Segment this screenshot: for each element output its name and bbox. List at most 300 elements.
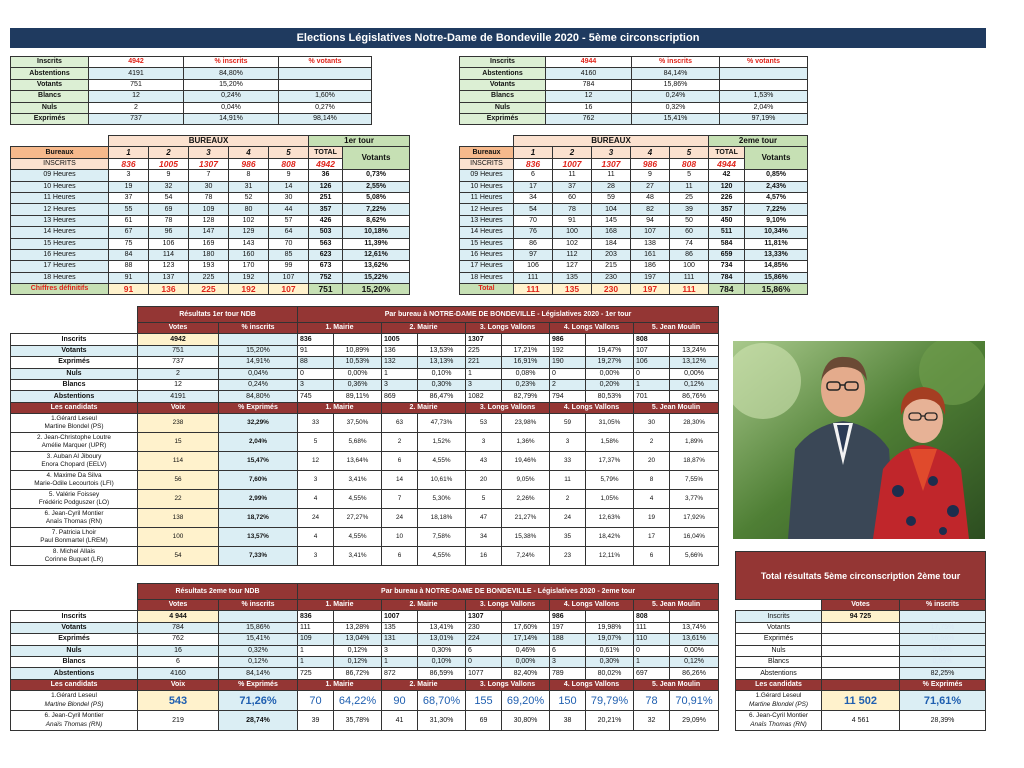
- tour-title: 1er tour: [309, 136, 410, 147]
- table-cell: 4: [229, 147, 269, 158]
- summary-row: [460, 68, 808, 79]
- table-cell: 102: [553, 238, 592, 249]
- table-cell: 357: [309, 204, 343, 215]
- hour-row: [460, 215, 808, 226]
- table-cell: 14,85%: [745, 261, 808, 272]
- circo-title: Total résultats 5ème circonscription 2ème tour: [736, 552, 986, 600]
- stat-row: [11, 634, 719, 645]
- table-cell: 114: [138, 452, 219, 471]
- table-cell: 0,04%: [184, 102, 279, 113]
- table-cell: 84,80%: [219, 391, 298, 402]
- table-cell: 15: [138, 433, 219, 452]
- table-cell: 2: [550, 379, 586, 390]
- table-cell: 734: [709, 261, 745, 272]
- table-cell: Les candidats: [736, 679, 822, 690]
- table-cell: 23,98%: [502, 414, 550, 433]
- table-cell: 4942: [309, 158, 343, 169]
- table-cell: 10 Heures: [460, 181, 514, 192]
- table-cell: 752: [309, 272, 343, 283]
- table-cell: 230: [592, 284, 631, 295]
- table-cell: 2: [382, 433, 418, 452]
- table-cell: 7: [189, 170, 229, 181]
- table-cell: 39: [298, 711, 334, 731]
- table-cell: 98,14%: [279, 113, 372, 124]
- table-cell: 16 Heures: [11, 249, 109, 260]
- table-cell: 18 Heures: [460, 272, 514, 283]
- table-cell: Nuls: [11, 645, 138, 656]
- table-cell: Inscrits: [11, 611, 138, 622]
- table-cell: Abstentions: [11, 391, 138, 402]
- table-cell: 9,10%: [745, 215, 808, 226]
- table-cell: 1: [634, 379, 670, 390]
- table-cell: 17,60%: [502, 622, 550, 633]
- table-cell: 112: [553, 249, 592, 260]
- table-cell: [11, 307, 138, 323]
- candidate-row: [11, 509, 719, 528]
- table-cell: 60: [670, 227, 709, 238]
- table-cell: 0,10%: [418, 368, 466, 379]
- table-cell: 4: [298, 528, 334, 547]
- table-cell: [279, 68, 372, 79]
- table-cell: 0,64%: [900, 645, 986, 656]
- table-cell: 11,81%: [745, 238, 808, 249]
- table-cell: 10,53%: [334, 357, 382, 368]
- table-cell: 203: [592, 249, 631, 260]
- table-cell: 784: [709, 284, 745, 295]
- bureaux-title: BUREAUX: [109, 136, 309, 147]
- table-cell: 0,12%: [670, 379, 719, 390]
- table-cell: 120: [709, 181, 745, 192]
- table-cell: 12,11%: [586, 547, 634, 566]
- inscrits-value: 4944: [546, 57, 632, 68]
- table-cell: 132: [382, 357, 418, 368]
- table-cell: 197: [631, 272, 670, 283]
- hour-row: [11, 181, 410, 192]
- table-cell: 2: [553, 147, 592, 158]
- table-cell: 71,26%: [219, 691, 298, 711]
- table-cell: 82,40%: [502, 668, 550, 679]
- table-cell: 160: [229, 249, 269, 260]
- table-cell: 5. Valérie Foissey Frédéric Podguszer (LO): [11, 490, 138, 509]
- table-cell: 7: [382, 490, 418, 509]
- table-cell: 3: [382, 645, 418, 656]
- table-cell: 44: [269, 204, 309, 215]
- table-cell: 737: [89, 113, 184, 124]
- table-cell: 986: [229, 158, 269, 169]
- hour-row: [460, 227, 808, 238]
- table-cell: 11 Heures: [460, 192, 514, 203]
- hour-row: [11, 249, 410, 260]
- table-cell: 2,04%: [219, 433, 298, 452]
- table-cell: 39: [670, 204, 709, 215]
- table-cell: 3: [298, 471, 334, 490]
- table-cell: 109: [189, 204, 229, 215]
- table-cell: 19: [634, 509, 670, 528]
- total-header: TOTAL: [709, 147, 745, 158]
- summary-table-t1: [10, 56, 372, 125]
- table-cell: 25: [670, 192, 709, 203]
- table-cell: 82,79%: [502, 391, 550, 402]
- table-cell: 5: [670, 170, 709, 181]
- table-cell: 15,47%: [219, 452, 298, 471]
- table-cell: Votes: [138, 323, 219, 334]
- table-cell: 12: [138, 379, 219, 390]
- table-cell: 2,99%: [219, 490, 298, 509]
- table-cell: 85: [269, 249, 309, 260]
- table-cell: 84,14%: [219, 668, 298, 679]
- table-row: [11, 57, 372, 68]
- table-cell: 10: [382, 528, 418, 547]
- table-cell: 8: [229, 170, 269, 181]
- table-cell: 986: [550, 334, 586, 345]
- table-cell: 131: [382, 634, 418, 645]
- table-cell: 8: [634, 471, 670, 490]
- table-cell: 12: [546, 91, 632, 102]
- table-cell: 2: [138, 368, 219, 379]
- table-cell: 54: [138, 547, 219, 566]
- table-cell: 53: [466, 414, 502, 433]
- table-cell: 186: [631, 261, 670, 272]
- table-cell: 17 Heures: [460, 261, 514, 272]
- circo-table-t2: [735, 551, 986, 731]
- table-cell: 11,39%: [343, 238, 410, 249]
- table-row: [460, 57, 808, 68]
- table-cell: 110: [634, 634, 670, 645]
- table-cell: 4944: [709, 158, 745, 169]
- table-cell: 36: [309, 170, 343, 181]
- table-cell: 0,55%: [900, 656, 986, 667]
- table-cell: 59: [592, 192, 631, 203]
- table-cell: 1: [634, 656, 670, 667]
- table-cell: 836: [298, 611, 334, 622]
- candidate-row: [11, 547, 719, 566]
- table-cell: 111: [634, 622, 670, 633]
- table-cell: 2. Jean-Christophe Loutre Amélie Marquer (UPR): [11, 433, 138, 452]
- table-cell: 0,12%: [334, 645, 382, 656]
- table-cell: 230: [592, 272, 631, 283]
- table-cell: % Exprimés: [900, 679, 986, 690]
- table-cell: 106: [634, 357, 670, 368]
- table-cell: 15,41%: [632, 113, 720, 124]
- table-cell: 4 561: [822, 711, 900, 731]
- table-cell: 0,30%: [586, 656, 634, 667]
- table-cell: 70,91%: [670, 691, 719, 711]
- table-cell: 88: [109, 261, 149, 272]
- table-cell: 1. Mairie: [298, 679, 382, 690]
- table-cell: 41: [382, 711, 418, 731]
- table-cell: 4942: [138, 334, 219, 345]
- table-cell: 12 Heures: [11, 204, 109, 215]
- table-cell: 9: [269, 170, 309, 181]
- table-cell: 11 502: [822, 691, 900, 711]
- table-cell: 3: [298, 379, 334, 390]
- table-cell: 13,12%: [670, 357, 719, 368]
- table-cell: 59: [550, 414, 586, 433]
- stat-row: [11, 368, 719, 379]
- table-cell: 17,92%: [670, 509, 719, 528]
- table-cell: 0,24%: [632, 91, 720, 102]
- table-cell: 1,53%: [720, 91, 808, 102]
- table-cell: 60: [553, 192, 592, 203]
- table-cell: 69,20%: [502, 691, 550, 711]
- table-cell: 784: [546, 79, 632, 90]
- table-cell: 221: [466, 357, 502, 368]
- table-cell: 13,04%: [334, 634, 382, 645]
- table-cell: 15,20%: [184, 79, 279, 90]
- table-cell: 0: [466, 656, 502, 667]
- table-cell: 14 Heures: [460, 227, 514, 238]
- table-cell: 13 Heures: [11, 215, 109, 226]
- table-cell: 107: [634, 345, 670, 356]
- table-cell: 54: [149, 192, 189, 203]
- table-cell: 23: [550, 547, 586, 566]
- table-cell: 3: [466, 433, 502, 452]
- table-cell: 24: [298, 509, 334, 528]
- table-cell: 91: [109, 272, 149, 283]
- table-cell: 0,12%: [334, 656, 382, 667]
- table-cell: 1: [514, 147, 553, 158]
- table-cell: Blancs: [11, 379, 138, 390]
- table-cell: 193: [189, 261, 229, 272]
- table-cell: 0,46%: [502, 645, 550, 656]
- candidates-photo-illustration: [733, 341, 985, 539]
- table-cell: [670, 334, 719, 345]
- table-cell: Votants: [736, 622, 822, 633]
- table-cell: 19,98%: [586, 622, 634, 633]
- table-cell: 86,59%: [418, 668, 466, 679]
- table-cell: 150: [550, 691, 586, 711]
- table-cell: 47,73%: [418, 414, 466, 433]
- summary-row: [460, 113, 808, 124]
- table-cell: 584: [709, 238, 745, 249]
- table-cell: 96: [149, 227, 189, 238]
- table-cell: 2. Mairie: [382, 679, 466, 690]
- table-cell: 20: [466, 471, 502, 490]
- table-cell: [822, 634, 900, 645]
- candidate-row: [11, 433, 719, 452]
- stat-row: [11, 645, 719, 656]
- stat-row: [11, 622, 719, 633]
- final-row: [460, 284, 808, 295]
- table-cell: 111: [670, 272, 709, 283]
- table-row: [11, 679, 719, 690]
- table-cell: 91: [298, 345, 334, 356]
- table-cell: 10 Heures: [11, 181, 109, 192]
- candidate-row: [11, 471, 719, 490]
- table-cell: [418, 334, 466, 345]
- table-cell: 184: [592, 238, 631, 249]
- summary-table-t2: [459, 56, 808, 125]
- table-cell: 3,77%: [670, 490, 719, 509]
- table-cell: 1: [382, 656, 418, 667]
- table-cell: 107: [269, 272, 309, 283]
- table-cell: 0,00%: [670, 368, 719, 379]
- table-cell: 5. Jean Moulin: [634, 679, 719, 690]
- table-cell: Blancs: [460, 91, 546, 102]
- stat-row: [11, 379, 719, 390]
- table-cell: 1.Gérard Leseul Martine Blondel (PS): [736, 691, 822, 711]
- stat-row: [11, 345, 719, 356]
- table-cell: 10,18%: [343, 227, 410, 238]
- table-cell: 32: [634, 711, 670, 731]
- table-cell: 7,24%: [502, 547, 550, 566]
- summary-row: [11, 102, 372, 113]
- table-cell: 13,24%: [670, 345, 719, 356]
- table-cell: 15,86%: [745, 272, 808, 283]
- table-cell: 0,00%: [670, 645, 719, 656]
- table-cell: 230: [466, 622, 502, 633]
- table-cell: 136: [382, 345, 418, 356]
- table-cell: 27: [631, 181, 670, 192]
- stat-row: [11, 391, 719, 402]
- table-cell: 426: [309, 215, 343, 226]
- table-cell: 7,22%: [343, 204, 410, 215]
- table-cell: 4: [298, 490, 334, 509]
- table-cell: 18,87%: [670, 452, 719, 471]
- table-row: [11, 600, 719, 611]
- table-cell: Votants: [11, 622, 138, 633]
- table-cell: 0,24%: [219, 379, 298, 390]
- table-cell: 82,25%: [900, 668, 986, 679]
- table-cell: 138: [138, 509, 219, 528]
- table-cell: Votants: [460, 79, 546, 90]
- table-cell: 102: [229, 215, 269, 226]
- table-cell: Nuls: [11, 368, 138, 379]
- table-cell: 30: [189, 181, 229, 192]
- table-cell: 111: [298, 622, 334, 633]
- table-cell: 3. Longs Vallons: [466, 600, 550, 611]
- table-cell: 75: [109, 238, 149, 249]
- table-cell: 4 944: [138, 611, 219, 622]
- bureaux-header: Bureaux: [460, 147, 514, 158]
- table-cell: 16 Heures: [460, 249, 514, 260]
- table-cell: 1. Mairie: [298, 402, 382, 413]
- table-cell: 74: [670, 238, 709, 249]
- stat-row: [11, 668, 719, 679]
- table-cell: 64: [269, 227, 309, 238]
- table-cell: 0,12%: [670, 656, 719, 667]
- table-cell: 0,61%: [586, 645, 634, 656]
- hour-row: [11, 272, 410, 283]
- table-cell: 7,58%: [418, 528, 466, 547]
- table-cell: 38: [550, 711, 586, 731]
- table-cell: 135: [382, 622, 418, 633]
- table-cell: 37: [553, 181, 592, 192]
- table-cell: 0,32%: [219, 645, 298, 656]
- table-cell: 197: [631, 284, 670, 295]
- table-cell: 97,19%: [720, 113, 808, 124]
- table-cell: 192: [229, 284, 269, 295]
- table-cell: 168: [592, 227, 631, 238]
- table-cell: Exprimés: [736, 634, 822, 645]
- table-cell: 1307: [466, 334, 502, 345]
- table-cell: 111: [670, 284, 709, 295]
- table-cell: 7,33%: [219, 547, 298, 566]
- table-cell: 70: [269, 238, 309, 249]
- table-row: [11, 402, 719, 413]
- table-cell: 224: [466, 634, 502, 645]
- table-cell: 143: [229, 238, 269, 249]
- table-cell: 4,55%: [334, 490, 382, 509]
- pct-inscrits-header: % inscrits: [632, 57, 720, 68]
- table-cell: 136: [149, 284, 189, 295]
- candidate-row: [736, 711, 986, 731]
- table-cell: 91: [553, 215, 592, 226]
- hour-row: [11, 170, 410, 181]
- table-cell: Nuls: [460, 102, 546, 113]
- candidate-row: [11, 528, 719, 547]
- table-cell: 14 Heures: [11, 227, 109, 238]
- table-cell: 784: [709, 272, 745, 283]
- table-cell: 17: [634, 528, 670, 547]
- table-cell: 5. Jean Moulin: [634, 323, 719, 334]
- table-cell: [11, 323, 138, 334]
- table-cell: 15,38%: [502, 528, 550, 547]
- table-cell: 28,74%: [219, 711, 298, 731]
- table-cell: [418, 611, 466, 622]
- stat-row: [736, 668, 986, 679]
- stat-row: [736, 611, 986, 622]
- summary-row: [11, 68, 372, 79]
- table-cell: [822, 622, 900, 633]
- hour-row: [460, 261, 808, 272]
- table-cell: 5,68%: [334, 433, 382, 452]
- table-cell: 34: [466, 528, 502, 547]
- inscrits-value: 4942: [89, 57, 184, 68]
- table-cell: 2,55%: [343, 181, 410, 192]
- stat-row: [736, 656, 986, 667]
- table-cell: 91: [109, 284, 149, 295]
- table-cell: 1307: [466, 611, 502, 622]
- results-t1-bureau-title: Par bureau à NOTRE-DAME DE BONDEVILLE - Législatives 2020 - 1er tour: [298, 307, 719, 323]
- table-cell: 1,36%: [502, 433, 550, 452]
- table-cell: 0,23%: [502, 379, 550, 390]
- table-cell: 673: [309, 261, 343, 272]
- table-cell: 0: [298, 368, 334, 379]
- table-cell: Votants: [11, 79, 89, 90]
- table-cell: 0,20%: [586, 379, 634, 390]
- table-cell: 808: [670, 158, 709, 169]
- table-cell: 22: [138, 490, 219, 509]
- table-cell: 13,61%: [670, 634, 719, 645]
- table-cell: 0,30%: [418, 645, 466, 656]
- table-cell: 111: [514, 284, 553, 295]
- table-cell: 3: [109, 170, 149, 181]
- table-cell: [460, 136, 514, 147]
- table-cell: 35,78%: [334, 711, 382, 731]
- table-cell: 16,04%: [670, 528, 719, 547]
- table-cell: 28,30%: [670, 414, 719, 433]
- table-cell: Votes: [822, 600, 900, 611]
- candidate-row: [11, 490, 719, 509]
- table-row: [736, 679, 986, 690]
- table-cell: 5: [298, 433, 334, 452]
- table-cell: 1082: [466, 391, 502, 402]
- table-cell: 31,05%: [586, 414, 634, 433]
- table-cell: 4,55%: [334, 528, 382, 547]
- table-cell: 15,86%: [632, 79, 720, 90]
- table-cell: 50: [670, 215, 709, 226]
- table-cell: 0,27%: [279, 102, 372, 113]
- table-cell: 2,04%: [720, 102, 808, 113]
- table-cell: 0: [634, 368, 670, 379]
- table-cell: Votants: [11, 345, 138, 356]
- table-cell: 2. Mairie: [382, 402, 466, 413]
- table-cell: Exprimés: [11, 634, 138, 645]
- table-cell: 123: [149, 261, 189, 272]
- table-cell: 3: [189, 147, 229, 158]
- table-cell: 69: [466, 711, 502, 731]
